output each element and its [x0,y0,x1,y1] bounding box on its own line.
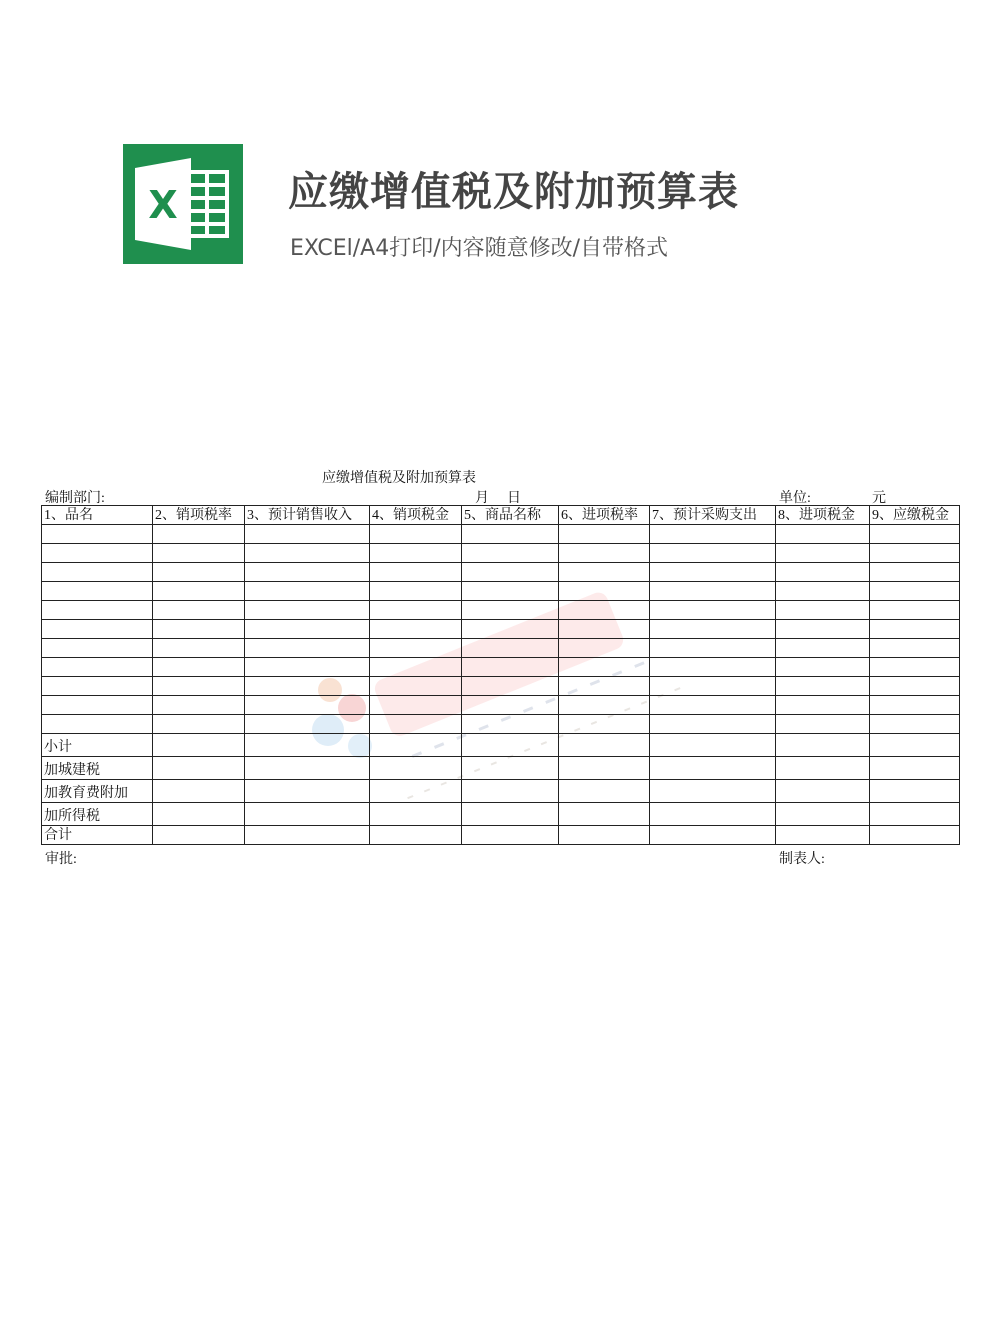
table-row [42,696,960,715]
table-cell[interactable] [559,544,650,563]
table-cell[interactable] [776,658,870,677]
table-cell[interactable] [245,525,370,544]
table-cell[interactable] [776,544,870,563]
table-row [42,601,960,620]
excel-logo-icon [123,144,243,264]
table-cell[interactable] [153,525,245,544]
table-cell[interactable] [153,715,245,734]
table-cell[interactable] [245,620,370,639]
table-row [42,544,960,563]
header-cell: 3、预计销售收入 [245,506,370,525]
day-label: 日 [507,491,521,506]
table-cell[interactable] [776,639,870,658]
table-cell[interactable] [650,715,776,734]
table-cell[interactable] [370,658,462,677]
table-cell[interactable] [245,677,370,696]
table-cell[interactable] [42,677,153,696]
table-cell[interactable] [370,620,462,639]
table-cell[interactable] [870,525,960,544]
table-cell[interactable] [462,658,559,677]
header-cell: 8、进项税金 [776,506,870,525]
table-cell[interactable] [153,563,245,582]
table-cell[interactable] [870,544,960,563]
table-cell[interactable] [559,525,650,544]
summary-label: 加教育费附加 [42,780,153,803]
table-cell[interactable] [559,658,650,677]
table-cell[interactable] [245,563,370,582]
table-cell[interactable] [370,696,462,715]
table-cell[interactable] [42,601,153,620]
unit-value: 元 [872,491,886,506]
table-cell[interactable] [870,658,960,677]
summary-row [42,734,960,757]
table-row [42,563,960,582]
table-cell[interactable] [245,715,370,734]
table-cell[interactable] [462,582,559,601]
summary-row [42,803,960,826]
table-cell[interactable] [153,677,245,696]
table-cell[interactable] [776,582,870,601]
table-cell[interactable] [650,525,776,544]
table-cell[interactable] [42,582,153,601]
document-title: 应缴增值税及附加预算表 [322,471,476,486]
table-cell[interactable] [370,601,462,620]
banner-subtitle: EXCEl/A4打印/内容随意修改/自带格式 [290,236,669,261]
table-cell[interactable] [776,677,870,696]
summary-label: 加所得税 [42,803,153,826]
table-cell[interactable] [42,544,153,563]
table-cell[interactable] [153,639,245,658]
header-cell: 7、预计采购支出 [650,506,776,525]
table-cell[interactable] [650,601,776,620]
table-cell[interactable] [559,677,650,696]
table-cell[interactable] [370,639,462,658]
table-cell[interactable] [559,563,650,582]
table-cell[interactable] [370,563,462,582]
table-cell[interactable] [42,620,153,639]
table-cell[interactable] [559,639,650,658]
table-cell[interactable] [153,601,245,620]
table-cell[interactable] [42,658,153,677]
budget-table [41,505,960,845]
table-cell[interactable] [42,715,153,734]
table-cell[interactable] [870,620,960,639]
month-label: 月 [475,491,489,506]
table-cell[interactable] [559,582,650,601]
table-cell[interactable] [245,658,370,677]
summary-label: 合计 [42,826,153,845]
table-cell[interactable] [42,563,153,582]
table-cell[interactable] [462,601,559,620]
header-row [42,506,960,525]
unit-label: 单位: [779,491,811,506]
table-cell[interactable] [462,563,559,582]
dept-label: 编制部门: [45,491,105,506]
summary-row [42,826,960,845]
table-cell[interactable] [650,544,776,563]
table-cell[interactable] [42,525,153,544]
table-row [42,639,960,658]
table-cell[interactable] [776,601,870,620]
table-cell[interactable] [153,658,245,677]
summary-row [42,757,960,780]
table-cell[interactable] [650,620,776,639]
table-cell[interactable] [776,525,870,544]
summary-label: 小计 [42,734,153,757]
svg-text:X: X [148,183,178,227]
header-cell: 5、商品名称 [462,506,559,525]
table-cell[interactable] [650,563,776,582]
table-cell[interactable] [559,696,650,715]
table-row [42,658,960,677]
table-cell[interactable] [776,563,870,582]
table-row [42,525,960,544]
header-cell: 9、应缴税金 [870,506,960,525]
table-cell[interactable] [462,639,559,658]
table-cell[interactable] [650,639,776,658]
table-cell[interactable] [462,696,559,715]
table-cell[interactable] [650,677,776,696]
table-cell[interactable] [245,639,370,658]
preparer-label: 制表人: [779,852,825,867]
table-cell[interactable] [245,696,370,715]
table-cell[interactable] [370,582,462,601]
summary-row [42,780,960,803]
table-row [42,715,960,734]
table-cell[interactable] [650,582,776,601]
table-cell[interactable] [370,525,462,544]
table-cell[interactable] [42,696,153,715]
table-cell[interactable] [559,601,650,620]
table-cell[interactable] [650,696,776,715]
table-cell[interactable] [559,715,650,734]
header-cell: 2、销项税率 [153,506,245,525]
table-cell[interactable] [462,620,559,639]
table-cell[interactable] [870,563,960,582]
table-cell[interactable] [870,715,960,734]
table-cell[interactable] [153,582,245,601]
table-cell[interactable] [870,696,960,715]
table-cell[interactable] [153,620,245,639]
table-cell[interactable] [559,620,650,639]
table-cell[interactable] [42,639,153,658]
table-cell[interactable] [462,677,559,696]
approve-label: 审批: [45,852,77,867]
table-cell[interactable] [870,639,960,658]
table-cell[interactable] [153,696,245,715]
table-row [42,620,960,639]
header-cell: 4、销项税金 [370,506,462,525]
table-row [42,677,960,696]
table-cell[interactable] [870,601,960,620]
banner-title: 应缴增值税及附加预算表 [288,169,739,215]
table-cell[interactable] [650,658,776,677]
table-cell[interactable] [870,677,960,696]
summary-label: 加城建税 [42,757,153,780]
table-cell[interactable] [776,620,870,639]
table-cell[interactable] [245,544,370,563]
table-cell[interactable] [870,582,960,601]
table-cell[interactable] [776,696,870,715]
table-cell[interactable] [776,715,870,734]
table-cell[interactable] [370,544,462,563]
table-row [42,582,960,601]
table-cell[interactable] [462,715,559,734]
table-cell[interactable] [370,677,462,696]
header-cell: 1、品名 [42,506,153,525]
table-cell[interactable] [462,525,559,544]
table-cell[interactable] [153,544,245,563]
table-cell[interactable] [462,544,559,563]
table-cell[interactable] [245,601,370,620]
table-cell[interactable] [245,582,370,601]
header-cell: 6、进项税率 [559,506,650,525]
table-cell[interactable] [370,715,462,734]
